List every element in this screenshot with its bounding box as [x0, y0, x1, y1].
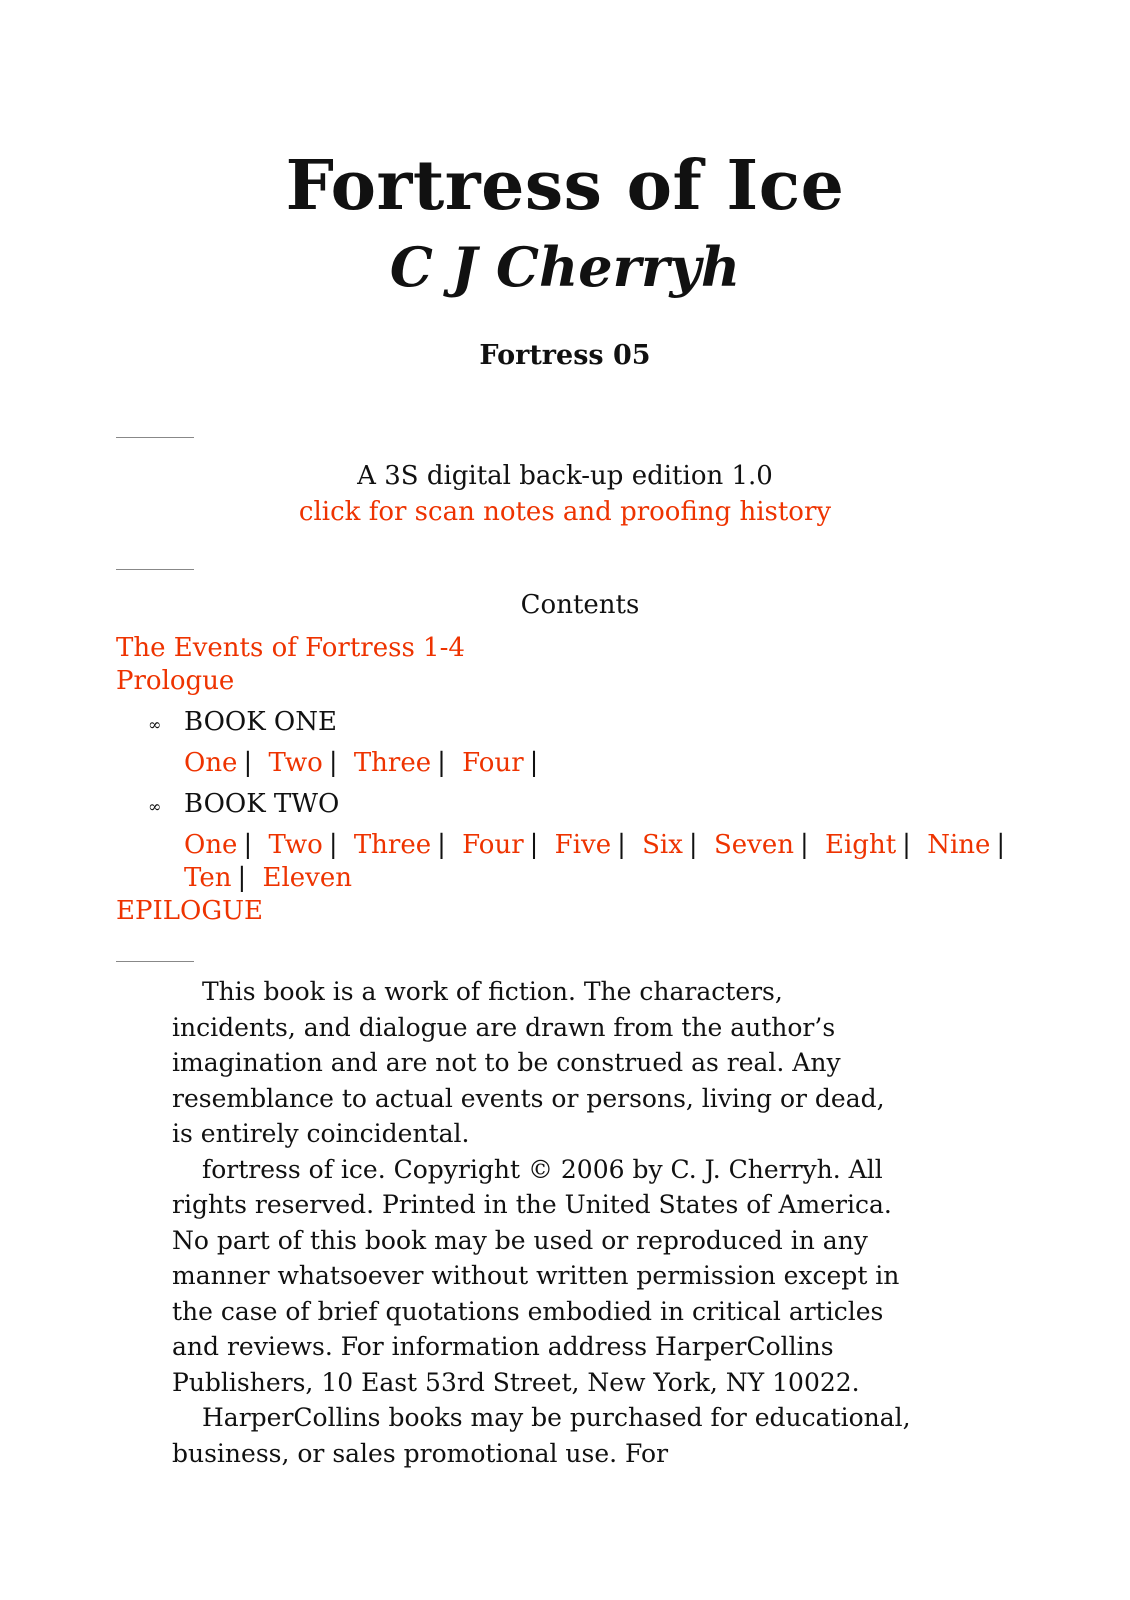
book-two-chapter-link[interactable]: Eight — [825, 830, 897, 860]
book-one-chapter-links — [184, 747, 1016, 780]
book-two-chapter-link[interactable]: Six — [642, 830, 683, 860]
book-two-chapter-links — [184, 829, 1016, 895]
book-two-chapter-link[interactable]: Eleven — [262, 863, 353, 893]
book-one-chapter-link[interactable]: Two — [268, 748, 323, 778]
infinity-bullet-icon: ∞ — [148, 797, 162, 816]
chapter-separator: | — [529, 830, 539, 860]
book-two-chapter-link[interactable]: Ten — [184, 863, 232, 893]
chapter-separator: | — [529, 748, 539, 778]
book-author: C J Cherryh — [389, 235, 741, 299]
chapter-separator: | — [437, 830, 446, 860]
book-two-chapter-link[interactable]: Seven — [713, 830, 794, 860]
chapter-separator: | — [902, 830, 911, 860]
book-title: Fortress of Ice — [285, 146, 845, 226]
fiction-disclaimer: This book is a work of fiction. The characters, incidents, and dialogue are drawn from the author’s imagination and are not to be construed as real. Any resemblance to actual events or persons, living or dead, is entirely coincidental. — [172, 977, 885, 1148]
table-of-contents — [116, 632, 1016, 928]
book-two-chapter-link[interactable]: Two — [268, 830, 323, 860]
toc-link-prologue[interactable]: Prologue — [116, 666, 235, 696]
chapter-separator: | — [688, 830, 698, 860]
divider — [116, 437, 194, 438]
book-two-label: BOOK TWO — [184, 789, 340, 819]
scan-notes-link[interactable]: click for scan notes and proofing history — [298, 497, 832, 527]
edition-block — [0, 458, 1130, 530]
divider — [116, 961, 194, 962]
toc-link-events[interactable]: The Events of Fortress 1-4 — [116, 633, 465, 663]
book-one-label: BOOK ONE — [184, 707, 337, 737]
chapter-separator: | — [996, 830, 1006, 860]
sales-notice: HarperCollins books may be purchased for educational, business, or sales promotional use. For — [172, 1403, 911, 1468]
book-two-chapter-link[interactable]: Five — [554, 830, 612, 860]
contents-heading: Contents — [520, 590, 640, 620]
copyright-text — [172, 974, 912, 1471]
copyright-notice: fortress of ice. Copyright © 2006 by C. J. Cherryh. All rights reserved. Printed in the United States of America. No part of this book may be used or reproduced in any manner whatsoever without written permission except in the case of brief quotations embodied in critical articles and reviews. For information address HarperCollins Publishers, 10 East 53rd Street, New York, NY 10022. — [172, 1154, 900, 1397]
book-two-chapter-link[interactable]: Three — [353, 830, 432, 860]
chapter-separator: | — [617, 830, 626, 860]
book-two-chapter-link[interactable]: Four — [462, 830, 524, 860]
infinity-bullet-icon: ∞ — [148, 715, 162, 734]
chapter-separator: | — [243, 830, 253, 860]
chapter-separator: | — [437, 748, 446, 778]
book-one-chapter-link[interactable]: Four — [462, 748, 524, 778]
book-two-chapter-link[interactable]: Nine — [927, 830, 991, 860]
book-one-heading — [148, 706, 1016, 739]
chapter-separator: | — [243, 748, 253, 778]
toc-link-epilogue[interactable]: EPILOGUE — [116, 896, 263, 926]
book-two-heading — [148, 788, 1016, 821]
book-two-chapter-link[interactable]: One — [184, 830, 238, 860]
book-one-chapter-link[interactable]: Three — [353, 748, 432, 778]
chapter-separator: | — [328, 748, 338, 778]
book-one-chapter-link[interactable]: One — [184, 748, 238, 778]
chapter-separator: | — [328, 830, 338, 860]
chapter-separator: | — [237, 863, 247, 893]
series-label: Fortress 05 — [479, 340, 651, 371]
divider — [116, 569, 194, 570]
edition-text: A 3S digital back-up edition 1.0 — [357, 461, 773, 491]
chapter-separator: | — [799, 830, 809, 860]
